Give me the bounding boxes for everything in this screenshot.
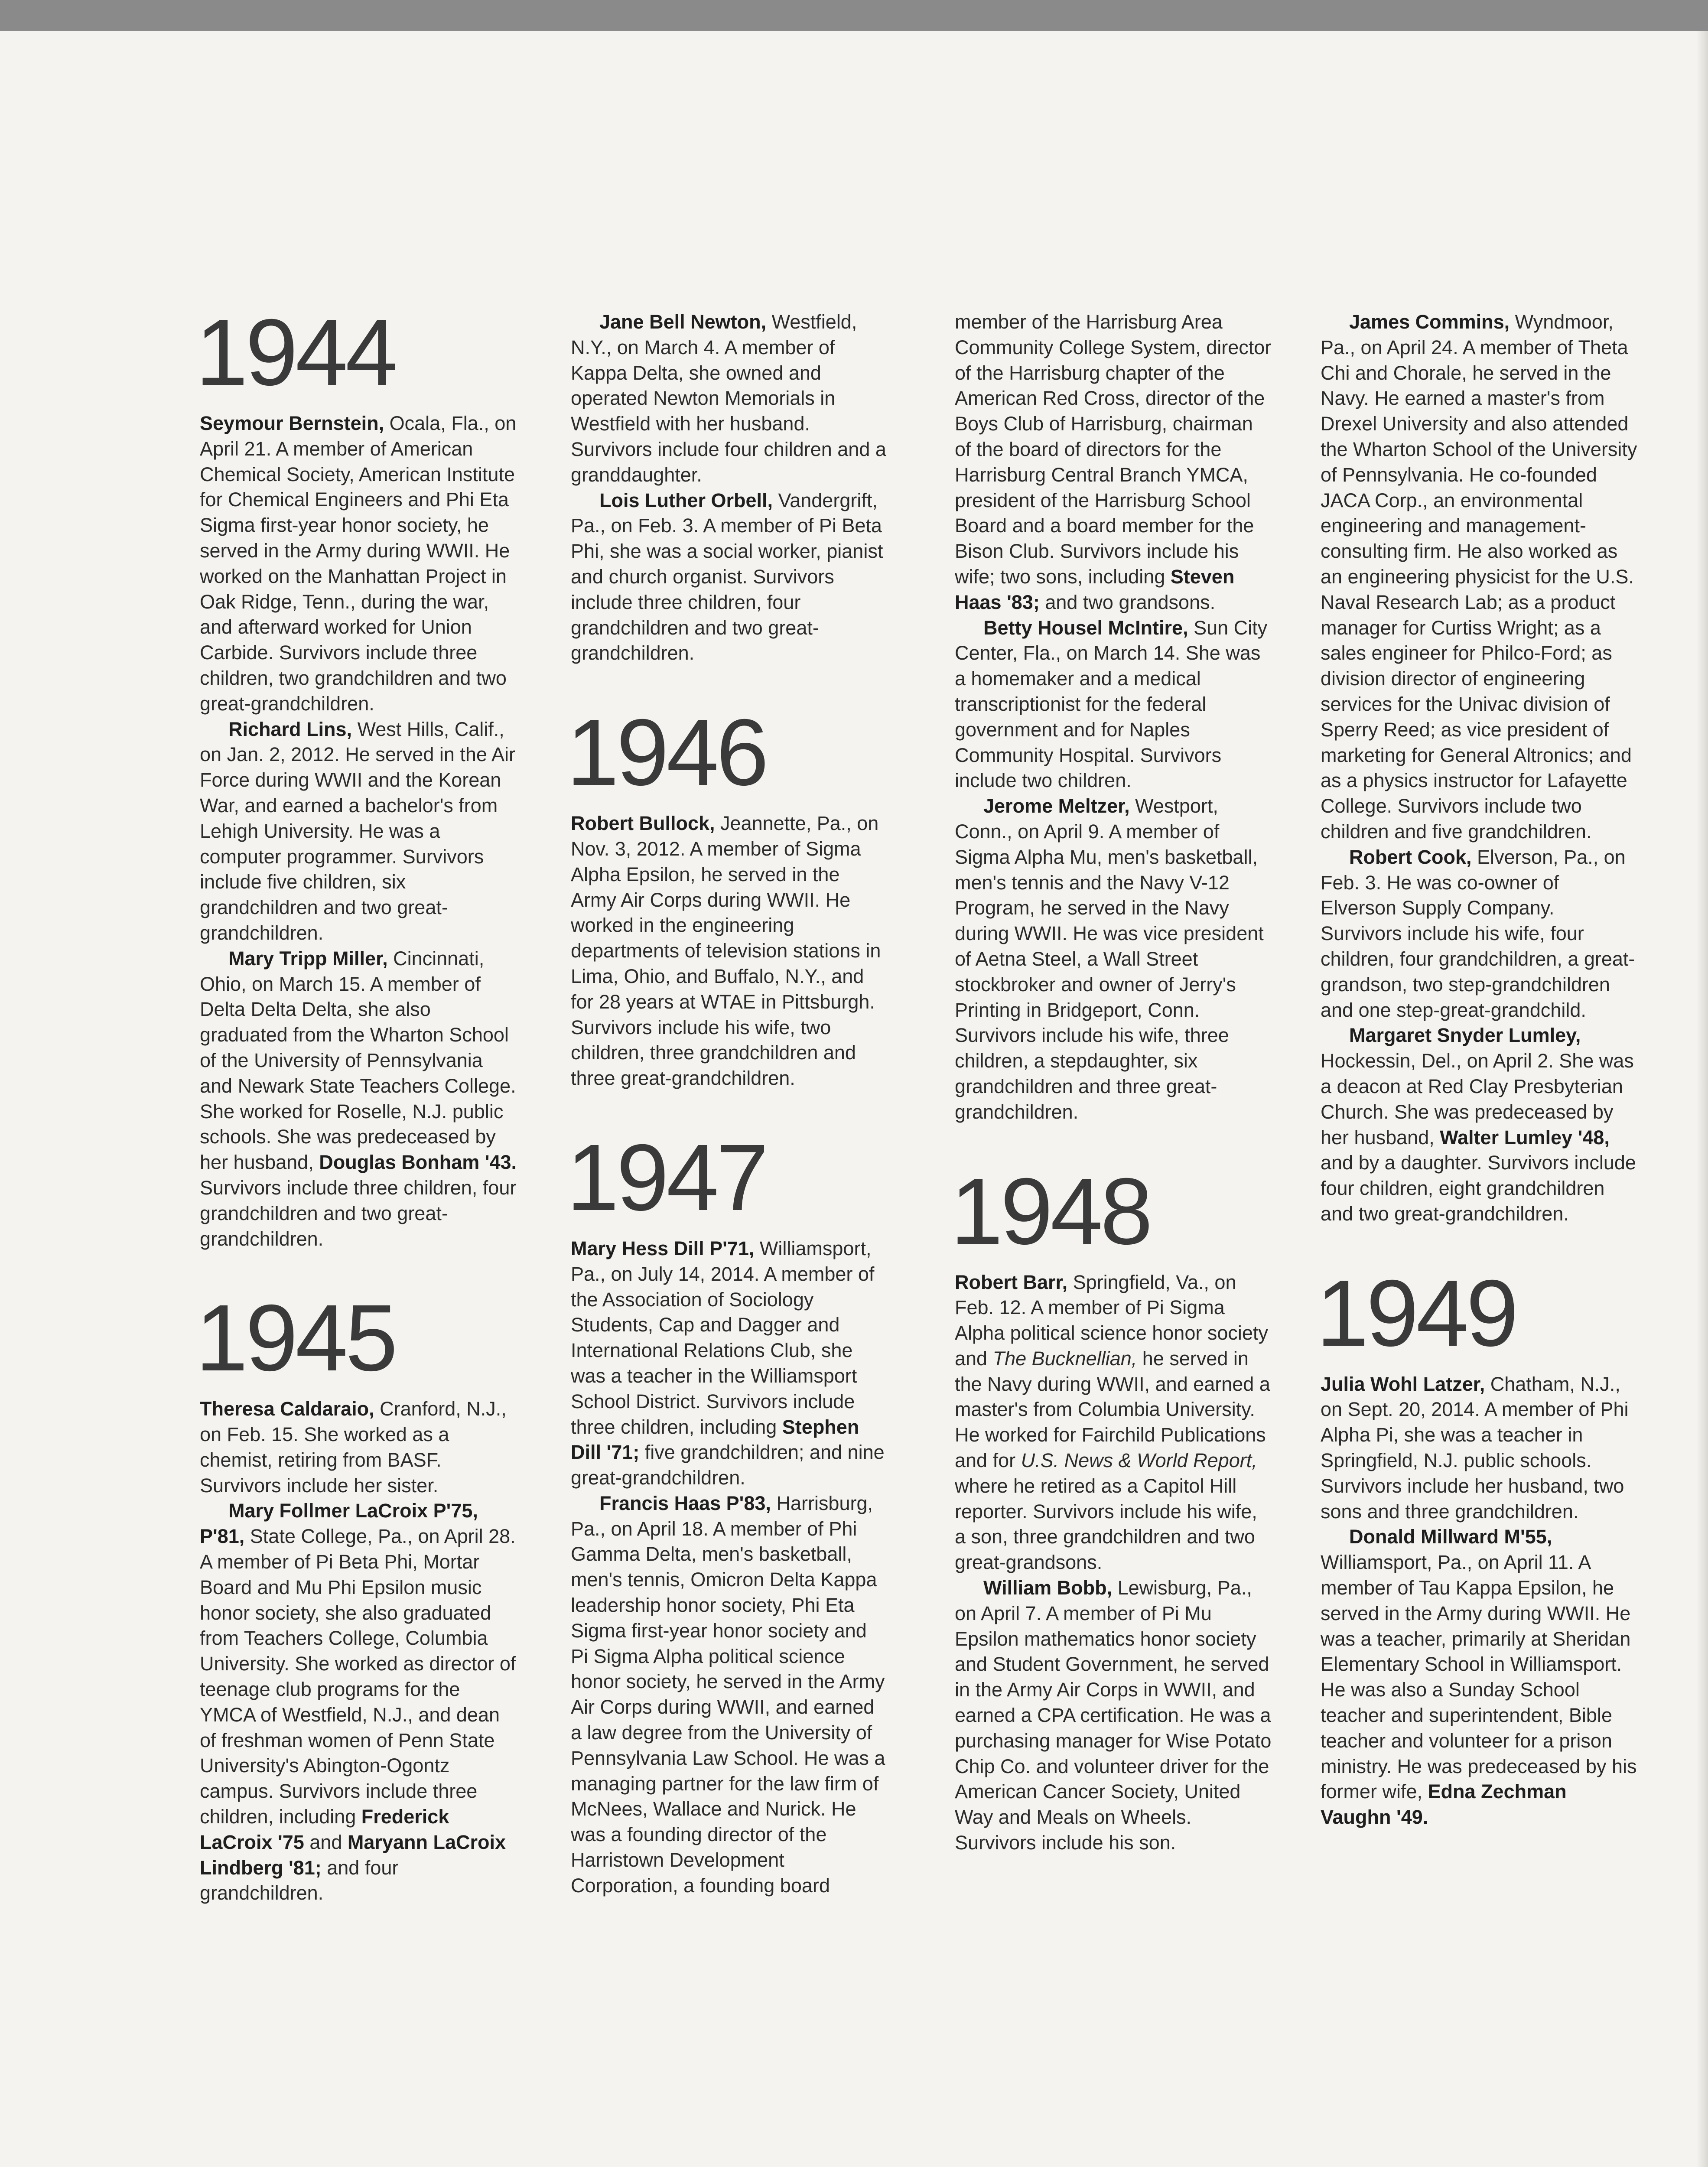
year-heading-1947: 1947 <box>566 1125 766 1230</box>
year-heading-1944: 1944 <box>195 300 395 405</box>
year-heading-1948: 1948 <box>950 1158 1150 1264</box>
obituary-name: Donald Millward M'55, <box>1349 1526 1552 1548</box>
obituary-entry <box>571 1491 889 1899</box>
obituary-name: Richard Lins, <box>228 718 352 740</box>
obituary-text: Westport, Conn., on April 9. A member of Sigma Alpha Mu, men's basketball, men's tennis and the Navy V-12 Program, he served in the Navy during WWII. He was vice president of Aetna Steel, a Wall Street stockbroker and owner of Jerry's Printing in Bridgeport, Conn. Survivors include his wife, three children, a stepdaughter, six grandchildren and three great-grandchildren. <box>955 795 1264 1123</box>
obituary-entry <box>571 309 889 488</box>
obituary-text: five grandchildren; and nine great-grandchildren. <box>571 1441 885 1489</box>
obituary-text: Harrisburg, Pa., on April 18. A member of Phi Gamma Delta, men's basketball, men's tennis, Omicron Delta Kappa leadership honor society, Phi Eta Sigma first-year honor society and Pi Sigma Alpha political science honor society, he served in the Army Air Corps during WWII, and earned a law degree from the University of Pennsylvania Law School. He was a managing partner for the law firm of McNees, Wallace and Nurick. He was a founding director of the Harristown Development Corporation, a founding board <box>571 1492 885 1897</box>
obituary-text: Cranford, N.J., on Feb. 15. She worked as a chemist, retiring from BASF. Survivors include her sister. <box>200 1398 507 1497</box>
obituary-entry <box>571 811 889 1091</box>
obituary-text: Survivors include three children, four grandchildren and two great-grandchildren. <box>200 1176 517 1250</box>
obituary-text: and by a daughter. Survivors include four children, eight grandchildren and two great-grandchildren. <box>1321 1152 1636 1225</box>
alumni-name: Douglas Bonham '43. <box>319 1151 517 1174</box>
year-heading-1945: 1945 <box>195 1285 395 1391</box>
obituary-text: member of the Harrisburg Area Community College System, director of the Harrisburg chapter of the American Red Cross, director of the Boys Club of Harrisburg, chairman of the board of directors for the Harrisburg Central Branch YMCA, president of the Harrisburg School Board and a board member for the Bison Club. Survivors include his wife; two sons, including <box>955 311 1272 588</box>
publication-title: U.S. News & World Report, <box>1021 1449 1257 1472</box>
column-1 <box>195 300 518 1906</box>
year-heading-1946: 1946 <box>566 700 766 806</box>
obituary-name: Jane Bell Newton, <box>599 311 767 333</box>
obituary-entry <box>955 615 1273 794</box>
obituary-text: Vandergrift, Pa., on Feb. 3. A member of Pi Beta Phi, she was a social worker, pianist and church organist. Survivors include three children, four grandchildren and two great-grandchildren. <box>571 489 883 664</box>
alumni-name: Maryann LaCroix Lindberg '81; <box>200 1831 506 1879</box>
obituary-text: Ocala, Fla., on April 21. A member of American Chemical Society, American Institute for Chemical Engineers and Phi Eta Sigma first-year honor society, he served in the Army during WWII. He worked on the Manhattan Project in Oak Ridge, Tenn., during the war, and afterward worked for Union Carbide. Survivors include three children, two grandchildren and two great-grandchildren. <box>200 412 517 715</box>
obituary-name: Seymour Bernstein, <box>200 412 384 434</box>
obituary-name: Lois Luther Orbell, <box>599 489 773 511</box>
obituary-text: West Hills, Calif., on Jan. 2, 2012. He served in the Air Force during WWII and the Korean War, and earned a bachelor's from Lehigh University. He was a computer programmer. Survivors include five children, six grandchildren and two great-grandchildren. <box>200 718 515 944</box>
obituary-name: Mary Hess Dill P'71, <box>571 1237 755 1259</box>
obituary-text: Jeannette, Pa., on Nov. 3, 2012. A member of Sigma Alpha Epsilon, he served in the Army Air Corps during WWII. He worked in the engineering departments of television stations in Lima, Ohio, and Buffalo, N.Y., and for 28 years at WTAE in Pittsburgh. Survivors include his wife, two children, three grandchildren and three great-grandchildren. <box>571 812 881 1090</box>
obituary-name: Mary Follmer LaCroix P'75, P'81, <box>200 1500 478 1548</box>
obituary-name: Robert Cook, <box>1349 846 1472 868</box>
obituary-entry <box>200 946 518 1252</box>
obituary-text: Cincinnati, Ohio, on March 15. A member of Delta Delta Delta, she also graduated from the Wharton School of the University of Pennsylvania and Newark State Teachers College. She worked for Roselle, N.J. public schools. She was predeceased by her husband, <box>200 947 516 1174</box>
obituary-name: Theresa Caldaraio, <box>200 1398 374 1420</box>
obituary-entry <box>1321 1372 1639 1525</box>
obituary-text: Westfield, N.Y., on March 4. A member of Kappa Delta, she owned and operated Newton Memorials in Westfield with her husband. Survivors include four children and a granddaughter. <box>571 311 886 486</box>
obituary-name: James Commins, <box>1349 311 1510 333</box>
obituary-text: Lewisburg, Pa., on April 7. A member of Pi Mu Epsilon mathematics honor society and Student Government, he served in the Army Air Corps in WWII, and earned a CPA certification. He was a purchasing manager for Wise Potato Chip Co. and volunteer driver for the American Cancer Society, United Way and Meals on Wheels. Survivors include his son. <box>955 1577 1272 1854</box>
alumni-name: Steven Haas '83; <box>955 565 1235 613</box>
obituary-name: Betty Housel McIntire, <box>983 616 1188 639</box>
obituary-text: and <box>304 1831 348 1853</box>
obituary-text: Wyndmoor, Pa., on April 24. A member of Theta Chi and Chorale, he served in the Navy. He earned a master's from Drexel University and also attended the Wharton School of the University of Pennsylvania. He co-founded JACA Corp., an environmental engineering and management-consulting firm. He also worked as an engineering physicist for the U.S. Naval Research Lab; as a product manager for Curtiss Wright; as a sales engineer for Philco-Ford; as division director of engineering services for the Univac division of Sperry Reed; as vice president of marketing for General Altronics; and as a physics instructor for Lafayette College. Survivors include two children and five grandchildren. <box>1321 311 1637 843</box>
obituary-text: and four grandchildren. <box>200 1856 399 1904</box>
obituary-name: Francis Haas P'83, <box>599 1492 771 1514</box>
obituary-name: Robert Bullock, <box>571 812 715 835</box>
obituary-entry <box>1321 309 1639 845</box>
obituary-text: Chatham, N.J., on Sept. 20, 2014. A member of Phi Alpha Pi, she was a teacher in Springfield, N.J. public schools. Survivors include her husband, two sons and three grandchildren. <box>1321 1373 1629 1523</box>
obituary-entry <box>955 1270 1273 1576</box>
column-3 <box>950 309 1273 1856</box>
column-2 <box>566 309 889 1899</box>
obituary-text: Sun City Center, Fla., on March 14. She was a homemaker and a medical transcriptionist for the federal government and for Naples Community Hospital. Survivors include two children. <box>955 616 1268 792</box>
scan-edge <box>1697 31 1708 2167</box>
obituary-entry <box>571 1236 889 1491</box>
alumni-name: Stephen Dill '71; <box>571 1415 859 1464</box>
obituary-entry <box>200 411 518 717</box>
alumni-name: Walter Lumley '48, <box>1440 1126 1610 1149</box>
obituary-text: Hockessin, Del., on April 2. She was a deacon at Red Clay Presbyterian Church. She was predeceased by her husband, <box>1321 1050 1634 1149</box>
obituary-entry <box>1321 845 1639 1023</box>
obituary-text: he served in the Navy during WWII, and earned a master's from Columbia University. He worked for Fairchild Publications and for <box>955 1347 1270 1472</box>
obituary-name: Jerome Meltzer, <box>983 795 1130 817</box>
obituary-entry <box>200 1498 518 1906</box>
obituary-text: where he retired as a Capitol Hill reporter. Survivors include his wife, a son, three grandchildren and two great-grandsons. <box>955 1474 1257 1574</box>
obituary-name: Margaret Snyder Lumley, <box>1349 1024 1581 1047</box>
obituary-entry <box>200 1396 518 1498</box>
obituary-text: and two grandsons. <box>1039 591 1216 613</box>
obituary-text: Elverson, Pa., on Feb. 3. He was co-owner of Elverson Supply Company. Survivors include his wife, four children, four grandchildren, a great-grandson, two step-grandchildren and one step-great-grandchild. <box>1321 846 1635 1021</box>
column-4 <box>1316 309 1639 1830</box>
obituary-text: Williamsport, Pa., on April 11. A member of Tau Kappa Epsilon, he served in the Army during WWII. He was a teacher, primarily at Sheridan Elementary School in Williamsport. He was also a Sunday School teacher and superintendent, Bible teacher and volunteer for a prison ministry. He was predeceased by his former wife, <box>1321 1551 1637 1803</box>
obituary-entry <box>955 794 1273 1125</box>
obituary-text: Williamsport, Pa., on July 14, 2014. A member of the Association of Sociology Students, Cap and Dagger and International Relations Club, she was a teacher in the Williamsport School District. Survivors include three children, including <box>571 1237 875 1438</box>
obituary-entry <box>1321 1023 1639 1227</box>
alumni-name: Edna Zechman Vaughn '49. <box>1321 1780 1567 1829</box>
obituary-name: William Bobb, <box>983 1577 1113 1599</box>
publication-title: The Bucknellian, <box>992 1347 1137 1370</box>
obituary-entry <box>200 717 518 946</box>
obituary-name: Mary Tripp Miller, <box>228 947 388 970</box>
obituary-name: Robert Barr, <box>955 1271 1068 1293</box>
obituary-entry-continued <box>955 309 1273 615</box>
obituary-entry <box>571 488 889 667</box>
obituary-text: State College, Pa., on April 28. A member of Pi Beta Phi, Mortar Board and Mu Phi Epsilon music honor society, she also graduated from Teachers College, Columbia University. She worked as director of teenage club programs for the YMCA of Westfield, N.J., and dean of freshman women of Penn State University's Abington-Ogontz campus. Survivors include three children, including <box>200 1525 516 1828</box>
alumni-name: Frederick LaCroix '75 <box>200 1806 449 1853</box>
obituary-entry <box>1321 1524 1639 1830</box>
obituary-entry <box>955 1575 1273 1856</box>
obituary-name: Julia Wohl Latzer, <box>1321 1373 1485 1395</box>
obituary-text: Springfield, Va., on Feb. 12. A member of Pi Sigma Alpha political science honor society and <box>955 1271 1268 1370</box>
year-heading-1949: 1949 <box>1316 1260 1516 1366</box>
